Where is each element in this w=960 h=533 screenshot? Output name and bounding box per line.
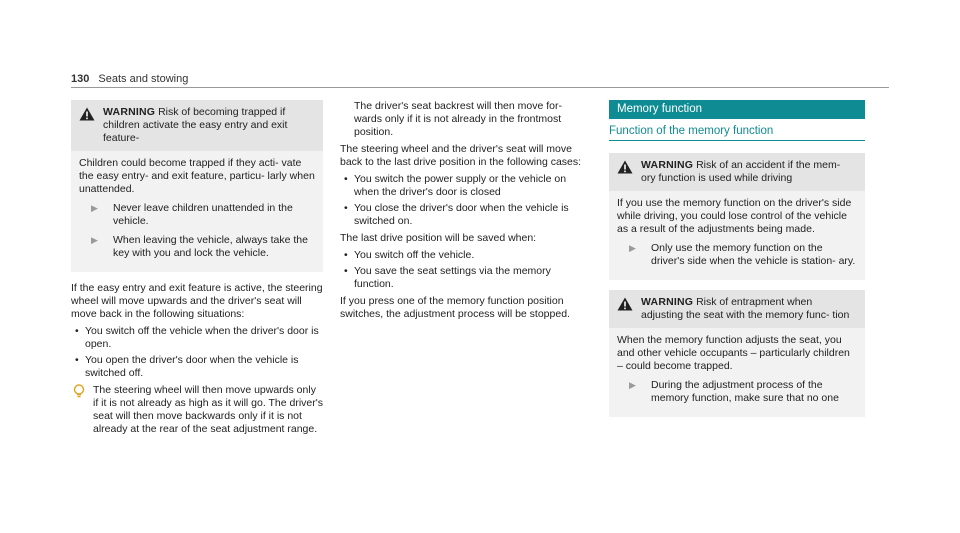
bullet-icon: •: [75, 354, 79, 366]
step-arrow-icon: ▶: [91, 203, 98, 213]
warning-text: If you use the memory function on the driver's side while driving, you could lose control of the vehicle as a result of the adjustments being made.: [617, 197, 852, 235]
column-middle: [340, 100, 592, 325]
warning-body: [609, 191, 865, 280]
warning-heading: Risk of entrapment when adjusting the seat with the memory func- tion: [641, 296, 850, 321]
bullet-icon: •: [344, 249, 348, 261]
list-item: [71, 354, 323, 380]
note-text: The steering wheel will then move upwards only if it is not already as high as it will go. The driver's seat will then move backwards only if it is not already at the rear of the seat adjustment range.: [93, 384, 323, 435]
bullet-list: [340, 249, 592, 291]
page-number: 130: [71, 73, 90, 85]
warning-header: [609, 290, 865, 328]
warning-body: [609, 328, 865, 417]
paragraph: The driver's seat backrest will then move for- wards only if it is not already in the frontmost position.: [354, 100, 562, 138]
warning-step: [617, 379, 857, 405]
paragraph: The steering wheel and the driver's seat will move back to the last drive position in the following cases:: [340, 143, 582, 168]
warning-text: Children could become trapped if they acti- vate the easy entry- and exit feature, particu- larly when unattended.: [79, 157, 315, 195]
warning-triangle-icon: [617, 160, 633, 174]
warning-step: [79, 234, 315, 260]
section-title: Memory function: [609, 100, 865, 119]
paragraph-intro: If the easy entry and exit feature is active, the steering wheel will move upwards and the driver's seat will move back in the following situations:: [71, 282, 323, 320]
list-item-text: You switch the power supply or the vehicle on when the driver's door is closed: [354, 173, 567, 198]
bullet-icon: •: [75, 325, 79, 337]
warning-label: WARNING: [641, 296, 694, 308]
bullet-list: [340, 173, 592, 228]
step-text: Only use the memory function on the driver's side when the vehicle is station- ary.: [651, 242, 856, 267]
list-item: [340, 265, 592, 291]
warning-header: [609, 153, 865, 191]
lightbulb-icon: [71, 383, 87, 399]
warning-box-entrapment: [609, 290, 865, 417]
subsection-heading: Function of the memory function: [609, 125, 865, 141]
bullet-icon: •: [344, 173, 348, 185]
step-text: When leaving the vehicle, always take the key with you and lock the vehicle.: [113, 234, 308, 259]
page-header: [71, 73, 188, 86]
column-left: [71, 100, 323, 436]
step-text: Never leave children unattended in the vehicle.: [113, 202, 293, 227]
list-item: [340, 173, 592, 199]
list-item-text: You close the driver's door when the vehicle is switched on.: [354, 202, 569, 227]
bullet-icon: •: [344, 265, 348, 277]
bullet-icon: •: [344, 202, 348, 214]
list-item: [340, 202, 592, 228]
paragraph: The last drive position will be saved when:: [340, 232, 537, 244]
warning-heading: Risk of an accident if the mem- ory function is used while driving: [641, 159, 841, 184]
header-divider: [71, 87, 889, 88]
warning-triangle-icon: [617, 297, 633, 311]
step-text: During the adjustment process of the memory function, make sure that no one: [651, 379, 839, 404]
warning-step: [79, 202, 315, 228]
warning-triangle-icon: [79, 107, 95, 121]
note: [71, 384, 323, 436]
warning-header: [71, 100, 323, 151]
list-item-text: You open the driver's door when the vehicle is switched off.: [85, 354, 299, 379]
warning-box-trapped-children: [71, 100, 323, 272]
warning-heading: Risk of becoming trapped if children activate the easy entry and exit feature-: [103, 106, 288, 144]
list-item-text: You switch off the vehicle.: [354, 249, 475, 261]
list-item-text: You save the seat settings via the memory function.: [354, 265, 551, 290]
chapter-title: Seats and stowing: [98, 73, 189, 85]
warning-label: WARNING: [103, 106, 156, 118]
step-arrow-icon: ▶: [629, 243, 636, 253]
list-item: [71, 325, 323, 351]
column-right: [609, 100, 865, 427]
warning-box-accident: [609, 153, 865, 280]
paragraph: If you press one of the memory function position switches, the adjustment process will be stopped.: [340, 295, 570, 320]
list-item: [340, 249, 592, 262]
list-item-text: You switch off the vehicle when the driver's door is open.: [85, 325, 319, 350]
warning-label: WARNING: [641, 159, 694, 171]
warning-body: [71, 151, 323, 272]
step-arrow-icon: ▶: [629, 380, 636, 390]
warning-text: When the memory function adjusts the seat, you and other vehicle occupants – particularly children – could become trapped.: [617, 334, 850, 372]
warning-step: [617, 242, 857, 268]
bullet-list: [71, 325, 323, 380]
step-arrow-icon: ▶: [91, 235, 98, 245]
